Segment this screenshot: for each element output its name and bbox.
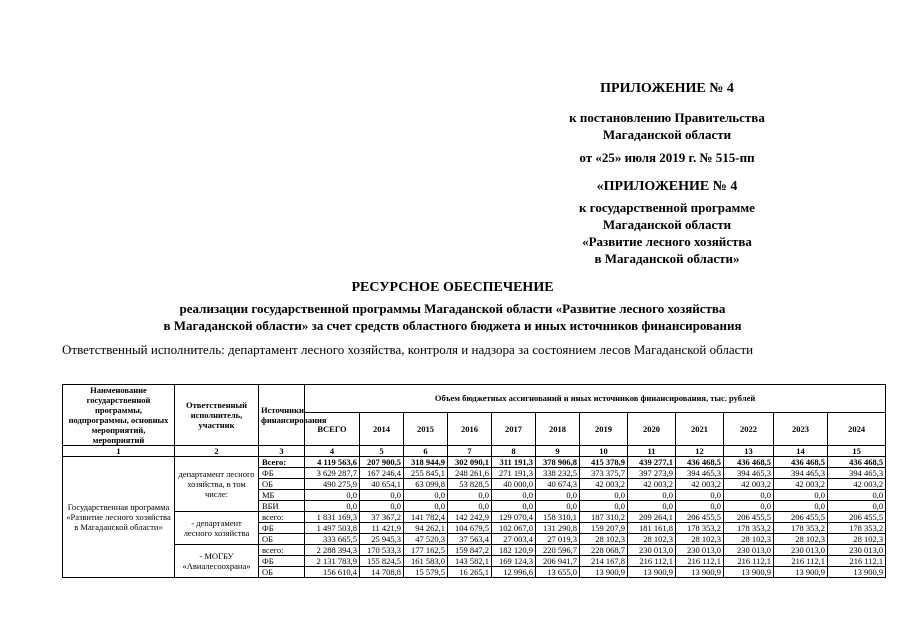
value-cell: 129 070,4 — [492, 512, 536, 523]
value-cell: 159 207,9 — [580, 523, 628, 534]
year-header: 2020 — [628, 412, 676, 446]
value-cell: 28 102,3 — [724, 534, 774, 545]
value-cell: 216 112,1 — [628, 556, 676, 567]
column-index: 2 — [175, 446, 259, 457]
col-header-responsible: Ответственный исполнитель, участник — [175, 385, 259, 446]
column-index: 8 — [492, 446, 536, 457]
value-cell: 143 582,1 — [448, 556, 492, 567]
column-index: 6 — [404, 446, 448, 457]
value-cell: 0,0 — [360, 501, 404, 512]
value-cell: 216 112,1 — [724, 556, 774, 567]
header-line: к постановлению Правительства — [569, 110, 765, 125]
value-cell: 209 264,1 — [628, 512, 676, 523]
value-cell: 42 003,2 — [676, 479, 724, 490]
value-cell: 13 655,0 — [536, 567, 580, 578]
value-cell: 42 003,2 — [580, 479, 628, 490]
value-cell: 0,0 — [448, 501, 492, 512]
value-cell: 0,0 — [628, 501, 676, 512]
col-header-name: Наименование государственной программы, подпрограммы, основных мероприятий, мероприятий — [63, 385, 175, 446]
table-row — [63, 512, 886, 523]
table-row — [63, 457, 886, 468]
value-cell: 28 102,3 — [580, 534, 628, 545]
value-cell: 42 003,2 — [828, 479, 886, 490]
value-cell: 439 277,1 — [628, 457, 676, 468]
responsible-cell: - департамент лесного хозяйства — [175, 512, 259, 545]
value-cell: 13 900,9 — [628, 567, 676, 578]
source-cell: всего: — [259, 545, 305, 556]
value-cell: 15 579,5 — [404, 567, 448, 578]
value-cell: 0,0 — [774, 490, 828, 501]
year-header: ВСЕГО — [305, 412, 360, 446]
column-index: 1 — [63, 446, 175, 457]
value-cell: 206 455,5 — [724, 512, 774, 523]
value-cell: 170 533,3 — [360, 545, 404, 556]
value-cell: 436 468,5 — [774, 457, 828, 468]
value-cell: 0,0 — [724, 490, 774, 501]
value-cell: 13 900,9 — [774, 567, 828, 578]
value-cell: 373 375,7 — [580, 468, 628, 479]
value-cell: 394 465,3 — [676, 468, 724, 479]
column-index: 3 — [259, 446, 305, 457]
value-cell: 13 900,9 — [828, 567, 886, 578]
header-line: в Магаданской области» — [594, 251, 740, 266]
value-cell: 40 654,1 — [360, 479, 404, 490]
value-cell: 28 102,3 — [828, 534, 886, 545]
column-index: 12 — [676, 446, 724, 457]
value-cell: 0,0 — [676, 490, 724, 501]
responsible-executor: Ответственный исполнитель: департамент лесного хозяйства, контроля и надзора за состоянием лесов Магаданской области — [62, 342, 754, 357]
program-name-cell: Государственная программа «Развитие лесного хозяйства в Магаданской области» — [63, 457, 175, 578]
value-cell: 0,0 — [628, 490, 676, 501]
value-cell: 16 265,1 — [448, 567, 492, 578]
value-cell: 0,0 — [724, 501, 774, 512]
value-cell: 141 782,4 — [404, 512, 448, 523]
value-cell: 206 455,5 — [774, 512, 828, 523]
value-cell: 0,0 — [492, 490, 536, 501]
year-header: 2014 — [360, 412, 404, 446]
value-cell: 394 465,3 — [724, 468, 774, 479]
value-cell: 394 465,3 — [828, 468, 886, 479]
value-cell: 28 102,3 — [774, 534, 828, 545]
value-cell: 142 242,9 — [448, 512, 492, 523]
header-line: Магаданской области — [602, 217, 732, 232]
column-index: 5 — [360, 446, 404, 457]
value-cell: 0,0 — [580, 490, 628, 501]
value-cell: 207 900,5 — [360, 457, 404, 468]
value-cell: 42 003,2 — [628, 479, 676, 490]
source-cell: ОБ — [259, 567, 305, 578]
value-cell: 178 353,2 — [676, 523, 724, 534]
value-cell: 40 000,0 — [492, 479, 536, 490]
value-cell: 169 124,3 — [492, 556, 536, 567]
source-cell: ФБ — [259, 523, 305, 534]
value-cell: 167 246,4 — [360, 468, 404, 479]
value-cell: 415 378,9 — [580, 457, 628, 468]
value-cell: 302 090,1 — [448, 457, 492, 468]
value-cell: 182 120,9 — [492, 545, 536, 556]
year-header: 2024 — [828, 412, 886, 446]
year-header: 2015 — [404, 412, 448, 446]
year-header: 2023 — [774, 412, 828, 446]
value-cell: 187 310,2 — [580, 512, 628, 523]
value-cell: 271 191,3 — [492, 468, 536, 479]
value-cell: 178 353,2 — [724, 523, 774, 534]
responsible-cell: департамент лесного хозяйства, в том числе: — [175, 457, 259, 512]
value-cell: 0,0 — [828, 490, 886, 501]
year-header: 2016 — [448, 412, 492, 446]
value-cell: 394 465,3 — [774, 468, 828, 479]
year-header: 2022 — [724, 412, 774, 446]
value-cell: 230 013,0 — [676, 545, 724, 556]
value-cell: 220 596,7 — [536, 545, 580, 556]
value-cell: 13 900,9 — [580, 567, 628, 578]
value-cell: 311 191,3 — [492, 457, 536, 468]
value-cell: 0,0 — [828, 501, 886, 512]
value-cell: 27 019,3 — [536, 534, 580, 545]
value-cell: 436 468,5 — [724, 457, 774, 468]
value-cell: 338 232,5 — [536, 468, 580, 479]
value-cell: 230 013,0 — [828, 545, 886, 556]
column-index: 11 — [628, 446, 676, 457]
value-cell: 102 067,0 — [492, 523, 536, 534]
col-header-source: Источники финансирования — [259, 385, 305, 446]
value-cell: 1 497 503,8 — [305, 523, 360, 534]
source-cell: ВБИ — [259, 501, 305, 512]
value-cell: 228 068,7 — [580, 545, 628, 556]
source-cell: МБ — [259, 490, 305, 501]
column-index: 7 — [448, 446, 492, 457]
column-index: 9 — [536, 446, 580, 457]
year-header: 2017 — [492, 412, 536, 446]
value-cell: 37 367,2 — [360, 512, 404, 523]
value-cell: 27 003,4 — [492, 534, 536, 545]
value-cell: 0,0 — [305, 501, 360, 512]
value-cell: 0,0 — [536, 490, 580, 501]
subtitle-line: в Магаданской области» за счет средств областного бюджета и иных источников финансирования — [163, 318, 742, 333]
value-cell: 490 275,9 — [305, 479, 360, 490]
value-cell: 206 455,5 — [828, 512, 886, 523]
value-cell: 42 003,2 — [724, 479, 774, 490]
value-cell: 12 996,6 — [492, 567, 536, 578]
value-cell: 94 262,1 — [404, 523, 448, 534]
column-index: 10 — [580, 446, 628, 457]
value-cell: 156 610,4 — [305, 567, 360, 578]
value-cell: 216 112,1 — [828, 556, 886, 567]
value-cell: 131 290,8 — [536, 523, 580, 534]
source-cell: ФБ — [259, 468, 305, 479]
value-cell: 0,0 — [580, 501, 628, 512]
source-cell: всего: — [259, 512, 305, 523]
value-cell: 178 353,2 — [774, 523, 828, 534]
value-cell: 11 421,9 — [360, 523, 404, 534]
resource-table — [62, 384, 886, 578]
value-cell: 3 629 287,7 — [305, 468, 360, 479]
value-cell: 161 583,0 — [404, 556, 448, 567]
value-cell: 0,0 — [774, 501, 828, 512]
value-cell: 47 520,3 — [404, 534, 448, 545]
value-cell: 248 261,6 — [448, 468, 492, 479]
header-line: Магаданской области — [602, 127, 732, 142]
value-cell: 318 944,9 — [404, 457, 448, 468]
value-cell: 436 468,5 — [828, 457, 886, 468]
value-cell: 2 288 394,3 — [305, 545, 360, 556]
value-cell: 216 112,1 — [676, 556, 724, 567]
value-cell: 214 167,8 — [580, 556, 628, 567]
column-index: 13 — [724, 446, 774, 457]
value-cell: 28 102,3 — [628, 534, 676, 545]
column-index: 14 — [774, 446, 828, 457]
value-cell: 181 161,8 — [628, 523, 676, 534]
value-cell: 0,0 — [360, 490, 404, 501]
value-cell: 0,0 — [676, 501, 724, 512]
value-cell: 255 845,1 — [404, 468, 448, 479]
value-cell: 159 847,2 — [448, 545, 492, 556]
value-cell: 13 900,9 — [724, 567, 774, 578]
header-line: «Развитие лесного хозяйства — [582, 234, 752, 249]
value-cell: 40 674,3 — [536, 479, 580, 490]
value-cell: 104 679,5 — [448, 523, 492, 534]
appendix-title: «ПРИЛОЖЕНИЕ № 4 — [596, 179, 738, 194]
responsible-cell: - МОГБУ «Авиалесоохрана» — [175, 545, 259, 578]
value-cell: 14 708,8 — [360, 567, 404, 578]
value-cell: 4 119 563,6 — [305, 457, 360, 468]
value-cell: 206 455,5 — [676, 512, 724, 523]
header-line: к государственной программе — [579, 200, 755, 215]
value-cell: 155 824,5 — [360, 556, 404, 567]
value-cell: 63 099,8 — [404, 479, 448, 490]
value-cell: 0,0 — [404, 490, 448, 501]
value-cell: 0,0 — [404, 501, 448, 512]
col-header-volume: Объем бюджетных ассигнований и иных источников финансирования, тыс. рублей — [305, 385, 886, 413]
source-cell: ОБ — [259, 479, 305, 490]
value-cell: 397 273,9 — [628, 468, 676, 479]
source-cell: ОБ — [259, 534, 305, 545]
value-cell: 216 112,1 — [774, 556, 828, 567]
subtitle-line: реализации государственной программы Магаданской области «Развитие лесного хозяйства — [179, 301, 726, 316]
value-cell: 42 003,2 — [774, 479, 828, 490]
value-cell: 13 900,9 — [676, 567, 724, 578]
value-cell: 0,0 — [448, 490, 492, 501]
document-header — [517, 80, 817, 267]
value-cell: 206 941,7 — [536, 556, 580, 567]
value-cell: 378 906,8 — [536, 457, 580, 468]
value-cell: 53 828,5 — [448, 479, 492, 490]
value-cell: 230 013,0 — [724, 545, 774, 556]
document-subtitle — [0, 300, 905, 334]
value-cell: 28 102,3 — [676, 534, 724, 545]
value-cell: 25 945,3 — [360, 534, 404, 545]
table-row — [63, 545, 886, 556]
value-cell: 2 131 783,9 — [305, 556, 360, 567]
value-cell: 178 353,2 — [828, 523, 886, 534]
value-cell: 158 310,1 — [536, 512, 580, 523]
value-cell: 230 013,0 — [628, 545, 676, 556]
year-header: 2018 — [536, 412, 580, 446]
value-cell: 37 563,4 — [448, 534, 492, 545]
value-cell: 177 162,5 — [404, 545, 448, 556]
value-cell: 333 665,5 — [305, 534, 360, 545]
header-line: от «25» июля 2019 г. № 515-пп — [579, 150, 755, 165]
value-cell: 436 468,5 — [676, 457, 724, 468]
source-cell: ФБ — [259, 556, 305, 567]
value-cell: 230 013,0 — [774, 545, 828, 556]
year-header: 2021 — [676, 412, 724, 446]
column-index: 15 — [828, 446, 886, 457]
column-index: 4 — [305, 446, 360, 457]
year-header: 2019 — [580, 412, 628, 446]
value-cell: 0,0 — [305, 490, 360, 501]
appendix-title: ПРИЛОЖЕНИЕ № 4 — [600, 81, 734, 96]
source-cell: Всего: — [259, 457, 305, 468]
document-title: РЕСУРСНОЕ ОБЕСПЕЧЕНИЕ — [351, 280, 554, 295]
value-cell: 0,0 — [536, 501, 580, 512]
value-cell: 0,0 — [492, 501, 536, 512]
value-cell: 1 831 169,3 — [305, 512, 360, 523]
